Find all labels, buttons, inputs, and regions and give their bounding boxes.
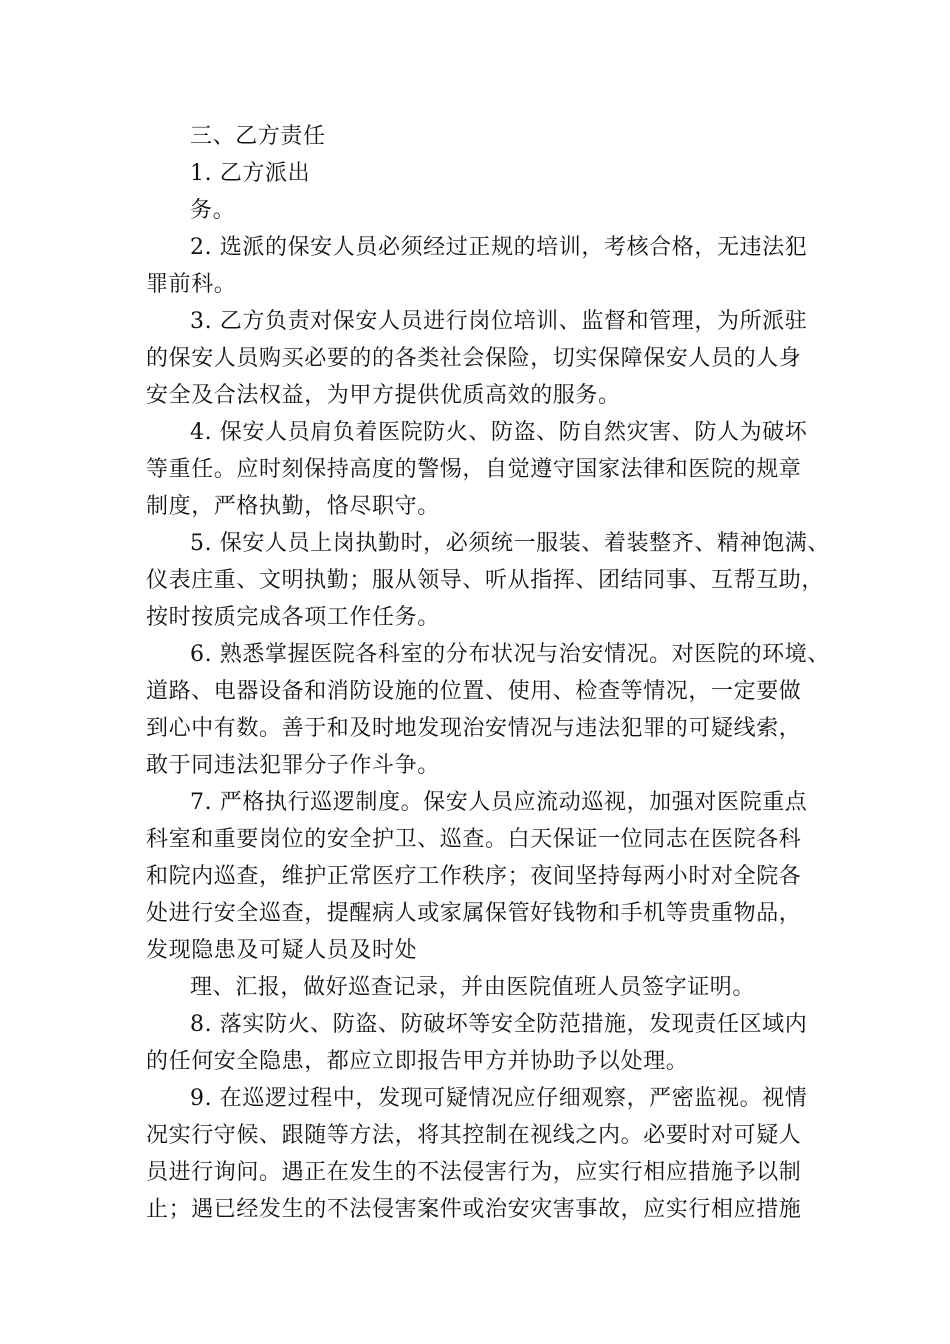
paragraph-line: 4. 保安人员肩负着医院防火、防盗、防自然灾害、防人为破坏 [190,420,808,445]
paragraph-line: 罪前科。 [146,272,237,297]
paragraph-line: 止；遇已经发生的不法侵害案件或治安灾害事故，应实行相应措施 [146,1197,802,1222]
paragraph-line: 7. 严格执行巡逻制度。保安人员应流动巡视，加强对医院重点 [190,790,808,815]
paragraph-line: 制度，严格执勤，恪尽职守。 [146,494,440,519]
paragraph-line: 发现隐患及可疑人员及时处 [146,938,418,963]
paragraph-line: 到心中有数。善于和及时地发现治安情况与违法犯罪的可疑线索， [146,716,802,741]
paragraph-line: 科室和重要岗位的安全护卫、巡查。白天保证一位同志在医院各科 [146,827,802,852]
paragraph-line: 员进行询问。遇正在发生的不法侵害行为，应实行相应措施予以制 [146,1160,802,1185]
paragraph-line: 2. 选派的保安人员必须经过正规的培训，考核合格，无违法犯 [190,235,808,260]
paragraph-line: 按时按质完成各项工作任务。 [146,605,440,630]
paragraph-line: 6. 熟悉掌握医院各科室的分布状况与治安情况。对医院的环境、 [190,642,830,667]
paragraph-line: 9. 在巡逻过程中，发现可疑情况应仔细观察，严密监视。视情 [190,1086,808,1111]
paragraph-line: 道路、电器设备和消防设施的位置、使用、检查等情况，一定要做 [146,679,802,704]
paragraph-line: 安全及合法权益，为甲方提供优质高效的服务。 [146,383,621,408]
paragraph-line: 理、汇报，做好巡查记录，并由医院值班人员签字证明。 [190,975,756,1000]
paragraph-line: 3. 乙方负责对保安人员进行岗位培训、监督和管理，为所派驻 [190,309,808,334]
paragraph-line: 的保安人员购买必要的的各类社会保险，切实保障保安人员的人身 [146,346,802,371]
paragraph-line: 敢于同违法犯罪分子作斗争。 [146,753,440,778]
paragraph-line: 5. 保安人员上岗执勤时，必须统一服装、着装整齐、精神饱满、 [190,531,830,556]
paragraph-line: 和院内巡查，维护正常医疗工作秩序；夜间坚持每两小时对全院各 [146,864,802,889]
paragraph-line: 况实行守候、跟随等方法，将其控制在视线之内。必要时对可疑人 [146,1123,802,1148]
paragraph-line: 等重任。应时刻保持高度的警惕，自觉遵守国家法律和医院的规章 [146,457,802,482]
paragraph-line: 8. 落实防火、防盗、防破坏等安全防范措施，发现责任区域内 [190,1012,808,1037]
paragraph-line: 仪表庄重、文明执勤；服从领导、听从指挥、团结同事、互帮互助， [146,568,825,593]
section-heading: 三、乙方责任 [190,124,326,149]
paragraph-line: 务。 [190,198,236,223]
paragraph-line: 处进行安全巡查，提醒病人或家属保管好钱物和手机等贵重物品， [146,901,802,926]
paragraph-line: 的任何安全隐患，都应立即报告甲方并协助予以处理。 [146,1049,689,1074]
paragraph-line: 1. 乙方派出 [190,161,311,186]
